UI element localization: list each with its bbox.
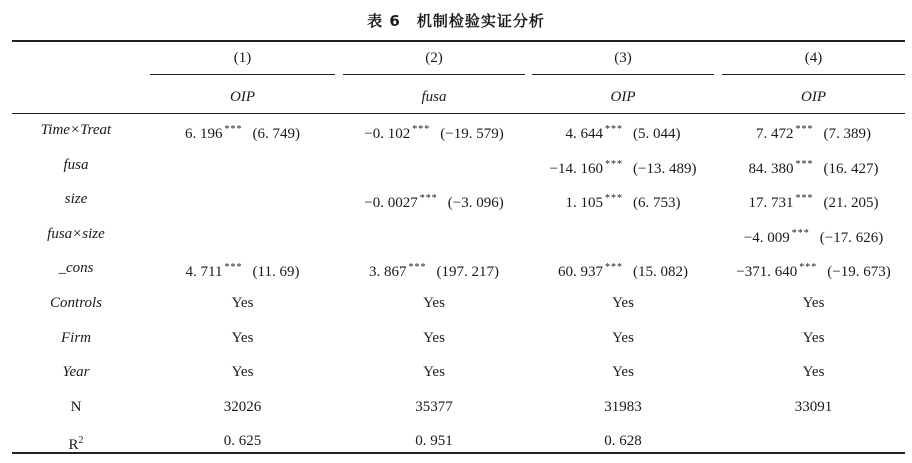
table-cell — [532, 113, 714, 147]
table-cell — [722, 251, 905, 285]
t-statistic: (6. 753) — [633, 195, 681, 212]
coefficient: 6. 196 — [185, 126, 223, 142]
significance-stars: *** — [605, 262, 623, 274]
coefficient: −0. 102 — [364, 126, 411, 142]
table-cell — [722, 148, 905, 182]
t-statistic: (−17. 626) — [819, 229, 884, 246]
t-statistic: (5. 044) — [633, 126, 681, 142]
table-cell: Yes — [802, 364, 825, 381]
row-label: size — [64, 191, 88, 208]
table-cell: Yes — [802, 295, 825, 311]
significance-stars: *** — [795, 158, 814, 170]
row-label: _cons — [58, 260, 94, 277]
dependent-variable: OIP — [230, 89, 255, 105]
row-label: Time×Treat — [40, 122, 112, 138]
table-cell — [343, 251, 525, 285]
table-cell — [532, 251, 714, 285]
coefficient: 4. 711 — [185, 264, 223, 281]
row-label-superscript: 2 — [78, 435, 84, 447]
coefficient: 17. 731 — [748, 195, 794, 212]
table-cell — [722, 217, 905, 251]
t-statistic: (−19. 579) — [440, 126, 504, 142]
row-label: Controls — [50, 295, 102, 311]
t-statistic: (15. 082) — [633, 264, 688, 281]
coefficient: −371. 640 — [736, 264, 798, 281]
table-cell — [532, 182, 714, 216]
significance-stars: *** — [605, 158, 623, 170]
row-label: Year — [62, 364, 90, 381]
table-number: 表 6 — [367, 12, 401, 30]
table-cell: Yes — [423, 295, 445, 311]
significance-stars: *** — [224, 124, 243, 135]
significance-stars: *** — [419, 193, 438, 205]
table-cell: Yes — [231, 364, 254, 381]
t-statistic: (197. 217) — [436, 264, 499, 281]
table-cell: Yes — [423, 364, 445, 381]
coefficient: −4. 009 — [743, 229, 790, 246]
table-cell — [532, 148, 714, 182]
coefficient: 4. 644 — [565, 126, 603, 142]
coefficient: 84. 380 — [748, 160, 794, 177]
table-cell: Yes — [423, 329, 445, 346]
t-statistic: (11. 69) — [252, 264, 300, 281]
significance-stars: *** — [795, 193, 814, 205]
table-cell: 31983 — [604, 398, 642, 415]
table-cell: 0. 951 — [415, 433, 453, 450]
t-statistic: (16. 427) — [823, 160, 879, 177]
significance-stars: *** — [799, 262, 818, 274]
row-label: Firm — [61, 329, 91, 346]
significance-stars: *** — [408, 262, 427, 274]
table-cell: Yes — [802, 329, 825, 346]
dependent-variable: fusa — [421, 89, 447, 105]
table-title — [0, 10, 912, 31]
table-cell — [343, 182, 525, 216]
coefficient: 60. 937 — [558, 264, 603, 281]
table-cell — [150, 113, 335, 147]
table-cell: Yes — [231, 295, 254, 311]
table-cell: Yes — [612, 329, 634, 346]
significance-stars: *** — [412, 124, 431, 135]
table-cell: Yes — [231, 329, 254, 346]
table-cell — [150, 251, 335, 285]
column-header: (3) — [614, 50, 632, 66]
table-caption: 机制检验实证分析 — [416, 12, 545, 30]
significance-stars: *** — [791, 227, 810, 239]
row-label: fusa — [63, 156, 89, 173]
t-statistic: (−19. 673) — [827, 264, 891, 281]
t-statistic: (−3. 096) — [447, 195, 504, 212]
column-header: (2) — [425, 50, 443, 66]
table-cell — [722, 113, 905, 147]
row-label: fusa×size — [47, 225, 105, 242]
t-statistic: (−13. 489) — [633, 160, 697, 177]
t-statistic: (21. 205) — [823, 195, 879, 212]
significance-stars: *** — [224, 262, 243, 274]
column-header-rule — [150, 74, 335, 75]
table-cell: 35377 — [415, 398, 453, 415]
dependent-variable: OIP — [610, 89, 636, 105]
table-cell: Yes — [612, 364, 634, 381]
row-label: N — [70, 398, 82, 415]
column-header-rule — [343, 74, 525, 75]
column-header: (1) — [233, 50, 252, 66]
table-cell: 32026 — [223, 398, 262, 415]
significance-stars: *** — [795, 124, 814, 135]
t-statistic: (6. 749) — [252, 126, 300, 142]
column-header-rule — [532, 74, 714, 75]
t-statistic: (7. 389) — [823, 126, 871, 142]
table-cell: 0. 628 — [604, 433, 642, 450]
table-cell — [722, 182, 905, 216]
column-header: (4) — [804, 50, 823, 66]
table-cell: 0. 625 — [223, 433, 262, 450]
table-cell: 33091 — [794, 398, 833, 415]
column-header-rule — [722, 74, 905, 75]
significance-stars: *** — [605, 193, 623, 205]
coefficient: 3. 867 — [369, 264, 407, 281]
table-cell — [343, 113, 525, 147]
table-cell: Yes — [612, 295, 634, 311]
row-label: $R^2$ — [68, 435, 84, 454]
coefficient: 1. 105 — [565, 195, 603, 212]
dependent-variable: OIP — [801, 89, 826, 105]
significance-stars: *** — [605, 124, 623, 135]
coefficient: −0. 0027 — [364, 195, 418, 212]
coefficient: 7. 472 — [756, 126, 794, 142]
coefficient: −14. 160 — [549, 160, 603, 177]
